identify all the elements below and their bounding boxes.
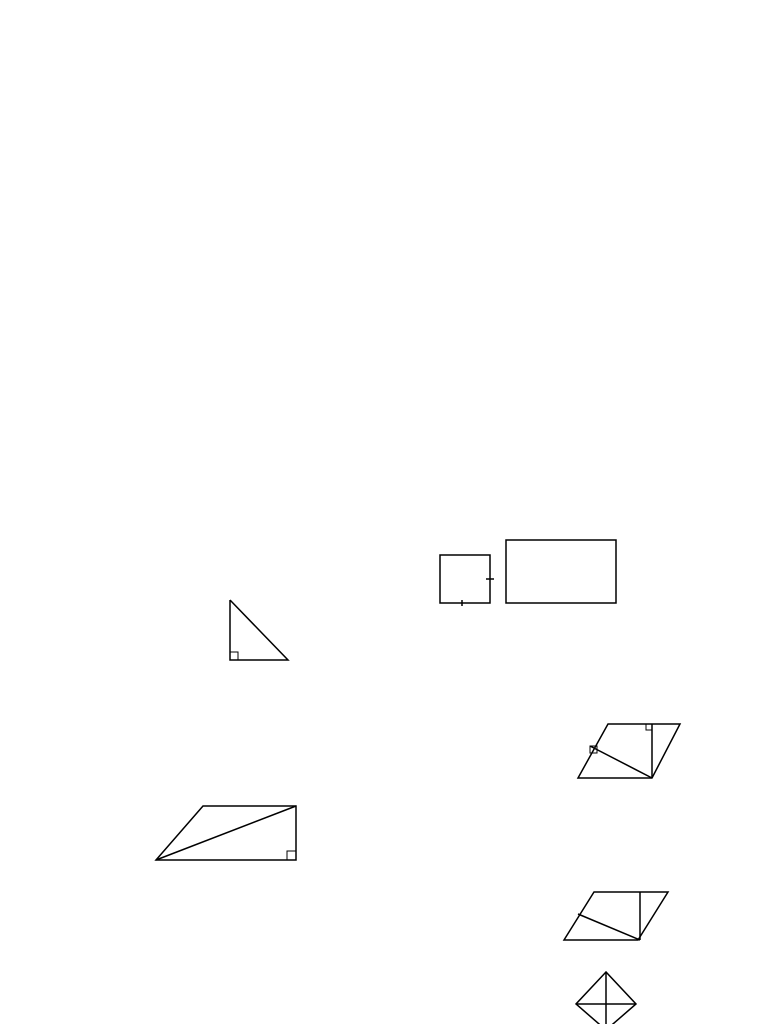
triangle-figure [230, 600, 288, 660]
kite-figure [576, 972, 636, 1024]
parallelogram-figure [156, 806, 296, 860]
parallelogram-14-figure [578, 724, 680, 778]
rectangles-figure [440, 540, 616, 606]
parallelogram-15-figure [564, 892, 668, 940]
